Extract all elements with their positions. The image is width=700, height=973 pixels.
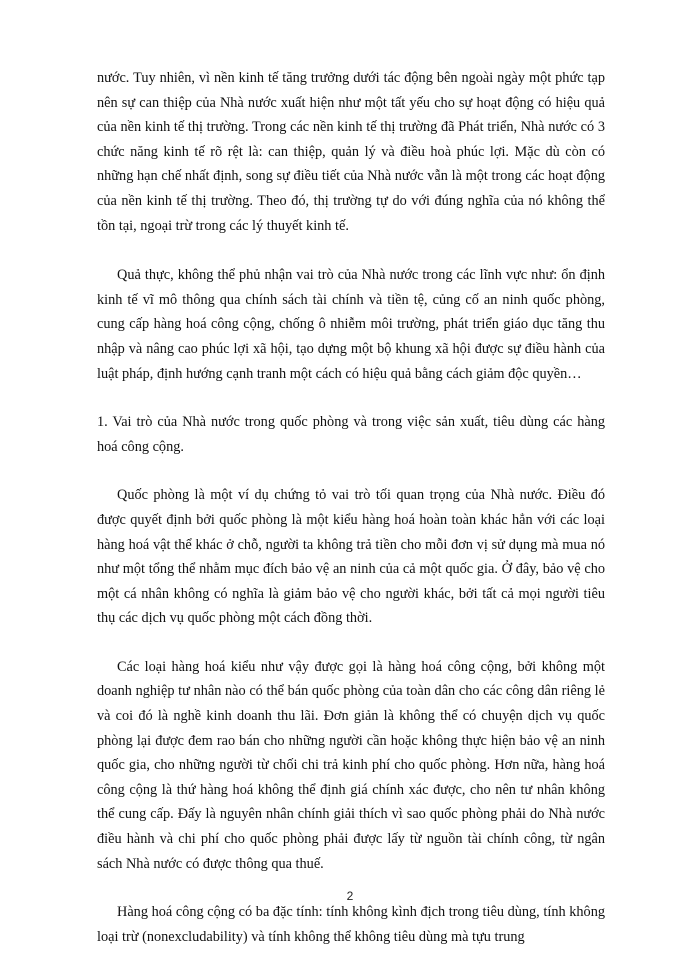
- paragraph-state-intervention: nước. Tuy nhiên, vì nền kinh tế tăng trưởng dưới tác động bên ngoài ngày một phức tạp nên sự can thiệp của Nhà nước xuất hiện như một tất yếu cho sự hoạt động có hiệu quả của nền kinh tế thị trường. Trong các nền kinh tế thị trường đã Phát triển, Nhà nước có 3 chức năng kinh tế rõ rệt là: can thiệp, quản lý và điều hoà phúc lợi. Mặc dù còn có những hạn chế nhất định, song sự điều tiết của Nhà nước vẫn là một trong các hoạt động của nền kinh tế thị trường. Theo đó, thị trường tự do với đúng nghĩa của nó không thể tồn tại, ngoại trừ trong các lý thuyết kinh tế.: [97, 70, 605, 234]
- section-heading-defense-public-goods: 1. Vai trò của Nhà nước trong quốc phòng và trong việc sản xuất, tiêu dùng các hàng hoá công cộng.: [97, 414, 605, 455]
- document-page: [97, 66, 605, 973]
- paragraph-public-goods-properties: Hàng hoá công cộng có ba đặc tính: tính không kình địch trong tiêu dùng, tính không loại trừ (nonexcludability) và tính không thể không tiêu dùng mà tựu trung: [97, 904, 605, 945]
- paragraph-defense-example: Quốc phòng là một ví dụ chứng tỏ vai trò tối quan trọng của Nhà nước. Điều đó được quyết định bởi quốc phòng là một kiểu hàng hoá hoàn toàn khác hẳn với các loại hàng hoá vật thể khác ở chỗ, người ta không trả tiền cho mỗi đơn vị sử dụng mà mua nó như một tổng thể nhằm mục đích bảo vệ an ninh của cả một quốc gia. Ở đây, bảo vệ cho một cá nhân không có nghĩa là giảm bảo vệ cho người khác, bởi tất cả mọi người tiêu thụ các dịch vụ quốc phòng một cách đồng thời.: [97, 487, 605, 627]
- paragraph-state-role-fields: Quả thực, không thể phủ nhận vai trò của Nhà nước trong các lĩnh vực như: ổn định kinh tế vĩ mô thông qua chính sách tài chính và tiền tệ, củng cố an ninh quốc phòng, cung cấp hàng hoá công cộng, chống ô nhiễm môi trường, phát triển giáo dục tăng thu nhập và nâng cao phúc lợi xã hội, tạo dựng một bộ khung xã hội được sự điều hành của luật pháp, định hướng cạnh tranh một cách có hiệu quả bằng cách giảm độc quyền…: [97, 267, 605, 382]
- page-number: 2: [346, 889, 354, 903]
- paragraph-public-goods: Các loại hàng hoá kiểu như vậy được gọi là hàng hoá công cộng, bởi không một doanh nghiệp tư nhân nào có thể bán quốc phòng của toàn dân cho các công dân riêng lẻ và coi đó là nghề kinh doanh thu lãi. Đơn giản là không thể có chuyện dịch vụ quốc phòng lại được đem rao bán cho những người cần hoặc không thực hiện bảo vệ an ninh quốc gia, cho những người từ chối chi trả kinh phí cho quốc phòng. Hơn nữa, hàng hoá công cộng là thứ hàng hoá không thể định giá chính xác được, cho nên tư nhân không thể cung cấp. Đấy là nguyên nhân chính giải thích vì sao quốc phòng phải do Nhà nước điều hành và chi phí cho quốc phòng phải được lấy từ nguồn tài chính công, từ ngân sách Nhà nước có được thông qua thuế.: [97, 658, 605, 872]
